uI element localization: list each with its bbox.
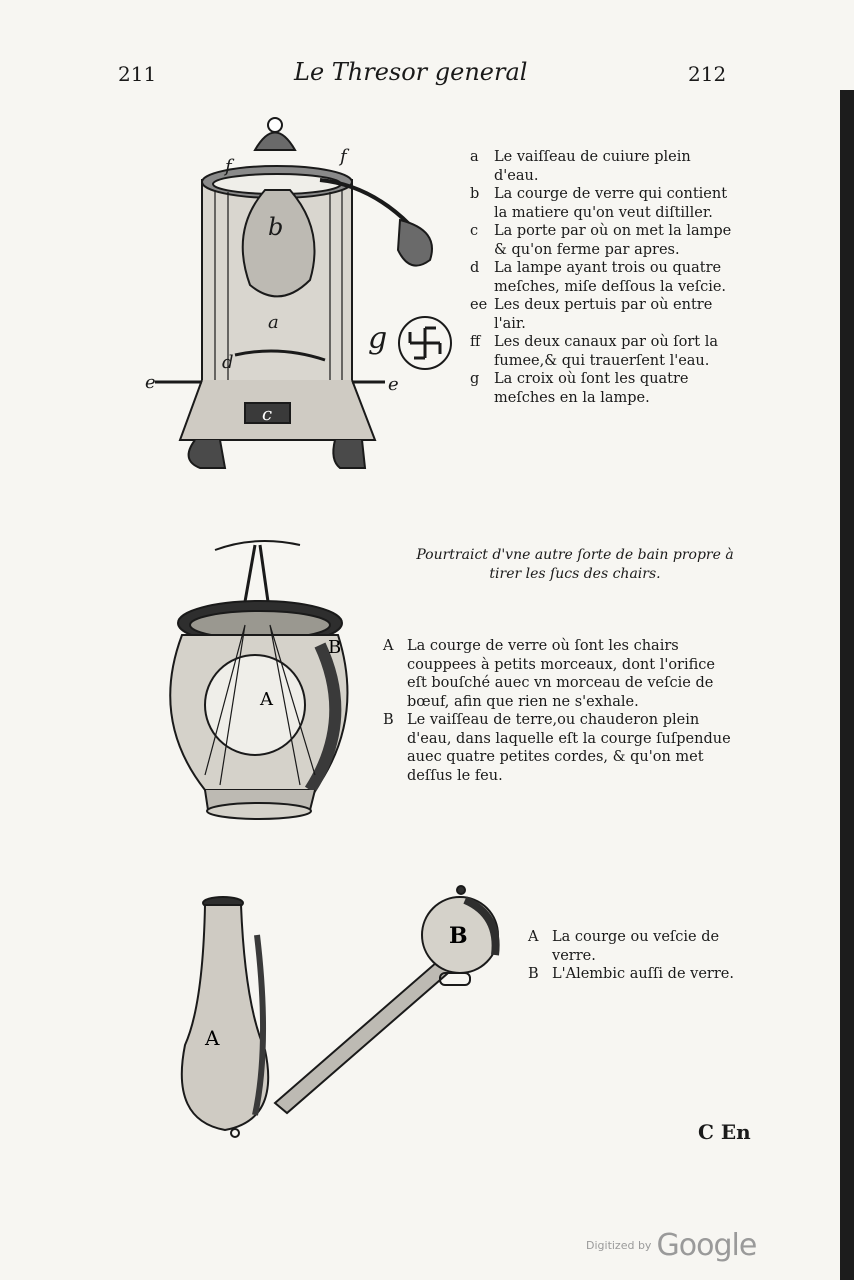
legend-item-A-gourd: A La courge ou veſcie de verre. bbox=[528, 929, 720, 964]
label-B-alembic: B bbox=[449, 923, 468, 949]
figure-copper-still bbox=[140, 110, 470, 480]
legend-figure2 bbox=[383, 637, 739, 785]
label-c: c bbox=[262, 404, 273, 425]
legend-item-B-alembic: B L'Alembic auſſi de verre. bbox=[528, 966, 734, 982]
label-g: g bbox=[368, 321, 388, 356]
label-a: a bbox=[268, 312, 279, 333]
label-A-bath: A bbox=[260, 689, 273, 710]
google-logo: Google bbox=[656, 1228, 757, 1263]
caption-figure2: Pourtraict d'vne autre ſorte de bain propre à tirer les ſucs des chairs. bbox=[416, 547, 734, 582]
legend-item-g: g La croix où ſont les quatre meſches en la lampe. bbox=[470, 371, 689, 406]
legend-figure3 bbox=[528, 928, 748, 984]
label-f-right: f bbox=[340, 146, 347, 167]
label-b: b bbox=[268, 213, 284, 241]
legend-item-B-bath: B Le vaiſſeau de terre,ou chauderon plein d'eau, dans laquelle eſt la courge ſuſpendue auec quatre petites cordes, & qu'on met deſſus le feu. bbox=[383, 712, 731, 784]
running-title: Le Thresor general bbox=[294, 58, 528, 86]
label-f-left: f bbox=[225, 156, 232, 177]
legend-item-ee: ee Les deux pertuis par où entre l'air. bbox=[470, 297, 713, 332]
digitized-watermark: Digitized by Google bbox=[586, 1228, 757, 1263]
label-d: d bbox=[222, 352, 234, 373]
legend-item-c: c La porte par où on met la lampe & qu'on ferme par apres. bbox=[470, 223, 732, 258]
label-A-gourd: A bbox=[205, 1026, 220, 1050]
figure-gourd-alembic bbox=[165, 875, 515, 1140]
label-B-bath: B bbox=[328, 637, 342, 658]
page-number-left: 211 bbox=[118, 62, 157, 86]
binding-edge bbox=[840, 90, 854, 1280]
legend-item-a: a Le vaiſſeau de cuiure plein d'eau. bbox=[470, 149, 691, 184]
label-e-right: e bbox=[388, 374, 399, 395]
label-e-left: e bbox=[145, 372, 156, 393]
legend-item-b: b La courge de verre qui contient la matiere qu'on veut diſtiller. bbox=[470, 186, 728, 221]
legend-item-d: d La lampe ayant trois ou quatre meſches, miſe deſſous la veſcie. bbox=[470, 260, 727, 295]
page-number-right: 212 bbox=[688, 62, 727, 86]
catchword: C En bbox=[698, 1120, 751, 1144]
figure-earthen-bath bbox=[160, 535, 360, 825]
legend-item-ff: ff Les deux canaux par où ſort la fumee,& qui trauerſent l'eau. bbox=[470, 334, 719, 369]
legend-figure1 bbox=[470, 148, 732, 407]
legend-item-A-bath: A La courge de verre où ſont les chairs couppees à petits morceaux, dont l'orifice eſt bouſché auec vn morceau de veſcie de bœuf, afin que rien ne s'exhale. bbox=[383, 638, 715, 710]
